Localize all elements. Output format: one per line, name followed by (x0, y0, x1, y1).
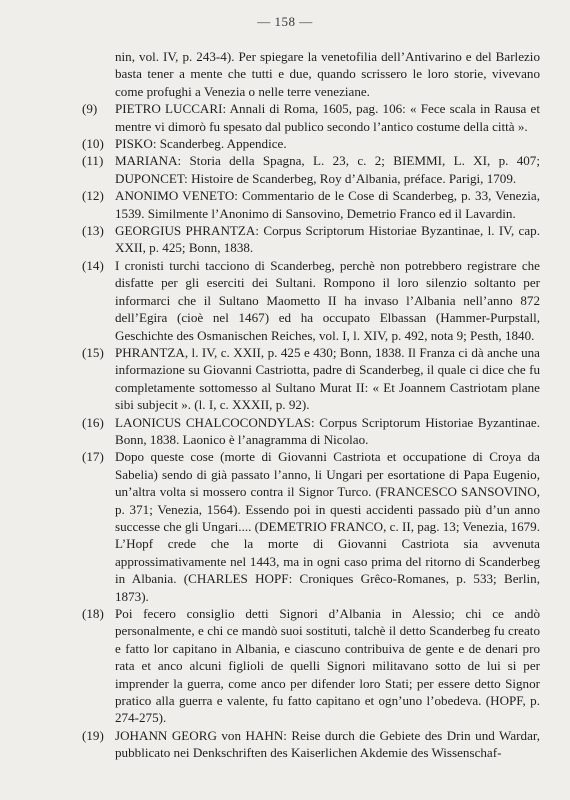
footnote-text: Dopo queste cose (morte di Giovanni Castriota et occupatione di Croya da Sabelia) sendo di già passato l’anno, li Ungari per esortatione di Papa Eugenio, un’altra volta si mossero contra il Signor Turco. (FRANCESCO SANSOVINO, p. 371; Venezia, 1564). Essendo poi in questi accidenti passado più d’un anno successe che gli Ungari.... (DEMETRIO FRANCO, c. II, pag. 13; Venezia, 1679. L’Hopf crede che la morte di Giovanni Castriota sia avvenuta approssimativamente nel 1443, ma in ogni caso prima del ritorno di Scanderbeg in Albania. (CHARLES HOPF: Croniques Grêco-Romanes, p. 533; Berlin, 1873). (115, 449, 540, 604)
footnote-number: (15) (82, 344, 104, 360)
footnote-number: (18) (82, 606, 104, 621)
footnote-text: ANONIMO VENETO: Commentario de le Cose di Scanderbeg, p. 33, Venezia, 1539. Similmente l’Anonimo di Sansovino, Demetrio Franco ed il Lavardin. (115, 188, 540, 221)
footnote-number: (13) (82, 223, 104, 239)
footnote-text: MARIANA: Storia della Spagna, L. 23, c. 2; BIEMMI, L. XI, p. 407; DUPONCET: Histoire de Scanderbeg, Roy d’Albania, préface. Parigi, 1709. (115, 153, 540, 186)
footnote-text: I cronisti turchi tacciono di Scanderbeg, perchè non potrebbero registrare che disfatte per gli eserciti dei Sultani. Rompono il loro silenzio soltanto per informarci che il Sultano Maometto II ha invaso l’Albania nell’anno 872 dell’Egira (cioè nel 1467) ed ha occupato Elbassan (Hammer-Purpstall, Geschichte des Osmanischen Reiches, vol. I, l. XIV, p. 492, nota 9; Pesth, 1840. (115, 257, 540, 343)
footnote-9 (82, 100, 540, 135)
footnote-text: GEORGIUS PHRANTZA: Corpus Scriptorum Historiae Byzantinae, l. IV, cap. XXII, p. 425; Bonn, 1838. (115, 223, 540, 256)
footnote-number: (9) (82, 101, 98, 117)
footnote-number: (16) (82, 414, 104, 430)
footnote-text: JOHANN GEORG von HAHN: Reise durch die Gebiete des Drin und Wardar, pubblicato nei Denkschriften des Kaiserlichen Akdemie des Wissenschaf- (115, 727, 540, 761)
footnote-text: Poi fecero consiglio detti Signori d’Albania in Alessio; chi ce andò personalmente, e chi ce mandò suoi sostituti, talchè il detto Scanderbeg fu creato e fatto lor capitano in Albania, e ciascuno contribuiva de gente e de denari pro rata et anco alcuni figlioli de quelli Signori militavano sotto de lui si per imprender la guerra, come anco per difender loro Stati; per essere detto Signor pratico alla guerra e valente, fu fatto capitano et ogn’uno l’obedeva. (HOPF, p. 274-275). (115, 606, 540, 726)
footnote-number: (19) (82, 727, 104, 743)
footnote-number: (10) (82, 136, 104, 152)
footnote-14 (82, 257, 540, 344)
footnotes-body (82, 48, 540, 762)
footnote-19 (82, 727, 540, 762)
footnote-12 (82, 187, 540, 222)
footnote-text: LAONICUS CHALCOCONDYLAS: Corpus Scriptorum Historiae Byzantinae. Bonn, 1838. Laonico è l’anagramma di Nicolao. (115, 414, 540, 447)
page-number: — 158 — (257, 14, 313, 29)
footnote-number: (14) (82, 257, 104, 273)
footnote-number: (17) (82, 449, 104, 465)
footnote-number: (12) (82, 188, 104, 204)
footnote-11 (82, 152, 540, 187)
footnote-15 (82, 344, 540, 414)
footnote-13 (82, 222, 540, 257)
continuation-paragraph: nin, vol. IV, p. 243-4). Per spiegare la venetofilia dell’Antivarino e del Barlezio basta tener a mente che tutti e due, quando scrissero le loro storie, vivevano come profughi a Venezia o nelle terre veneziane. (115, 49, 540, 99)
footnote-text: PIETRO LUCCARI: Annali di Roma, 1605, pag. 106: « Fece scala in Rausa et mentre vi dimorò fu spesato dal publico secondo l’antico costume della città ». (115, 101, 540, 134)
footnote-number: (11) (82, 153, 104, 169)
footnote-10 (82, 135, 540, 152)
footnote-18 (82, 605, 540, 727)
footnote-16 (82, 414, 540, 449)
footnote-text: PISKO: Scanderbeg. Appendice. (115, 136, 287, 152)
footnote-text: PHRANTZA, l. IV, c. XXII, p. 425 e 430; Bonn, 1838. Il Franza ci dà anche una informazione su Giovanni Castriotta, padre di Scanderbeg, il quale ci dice che fu completamente sottomesso al Sultano Murat II: « Et Joannem Castriotam plane sibi subjecit ». (l. I, c. XXXII, p. 92). (115, 344, 540, 413)
footnote-17 (82, 448, 540, 605)
